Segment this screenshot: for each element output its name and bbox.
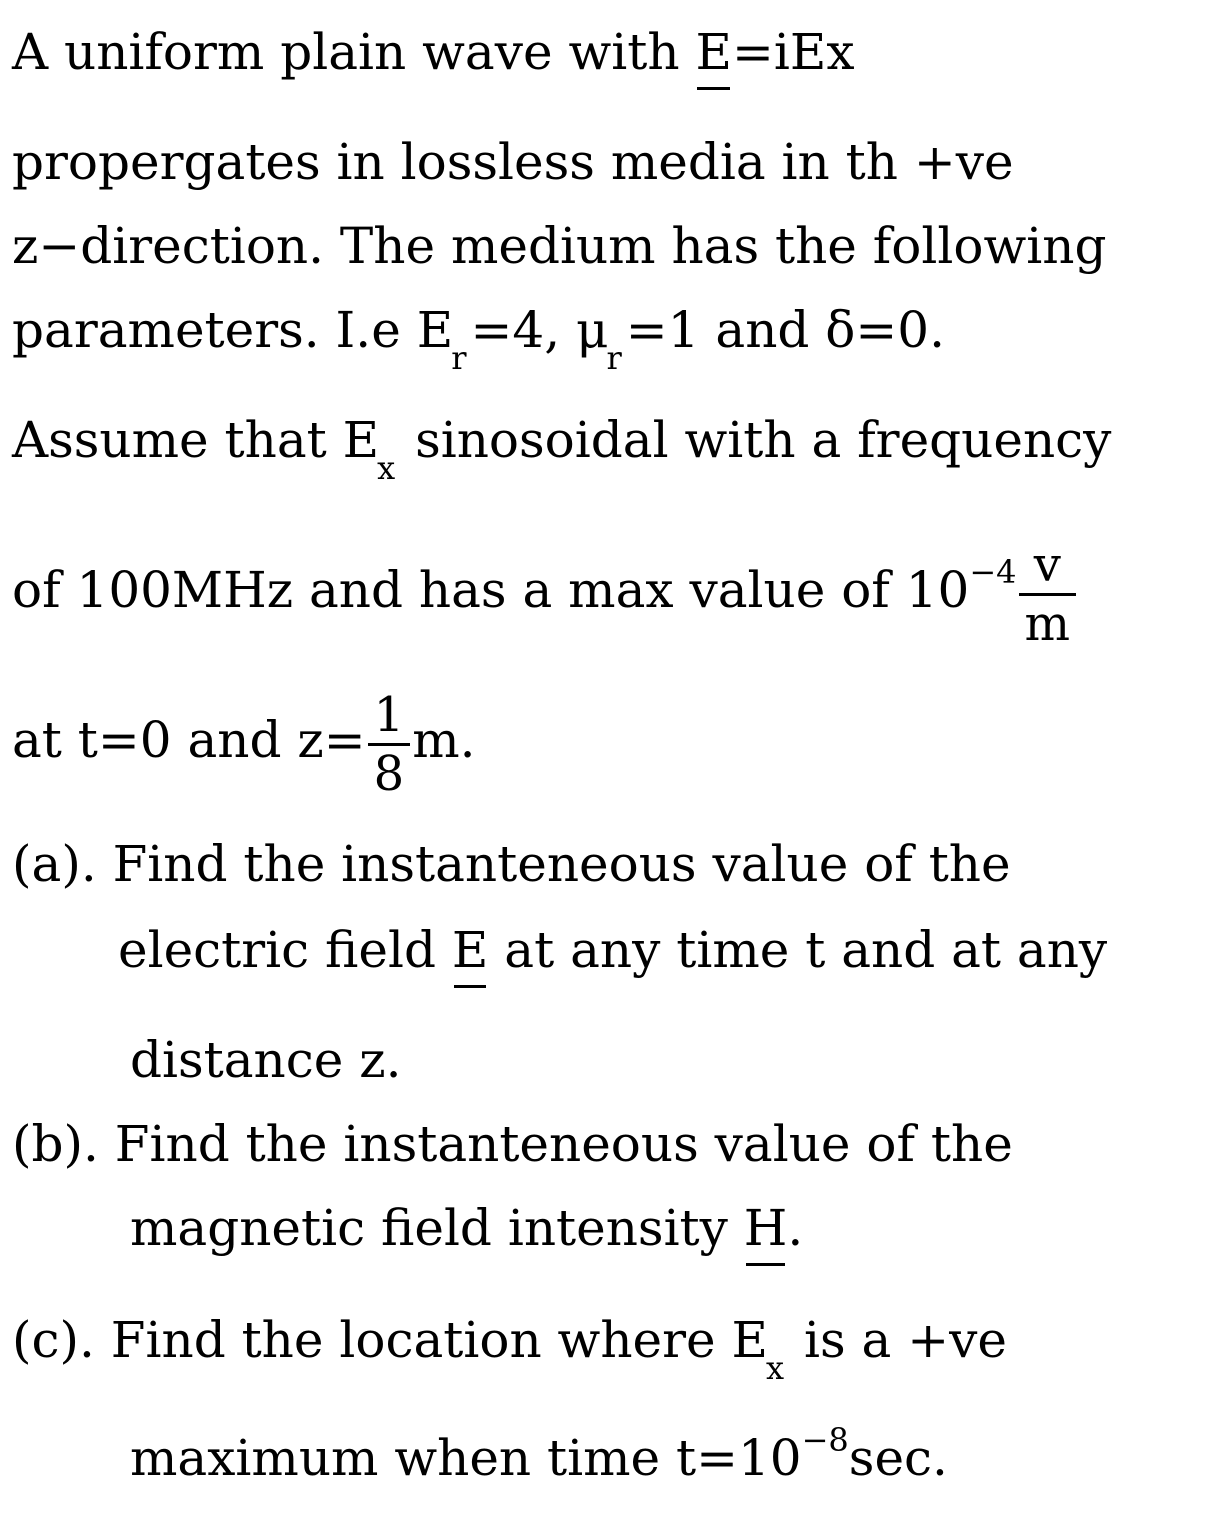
text: m. — [412, 711, 476, 769]
line-intro — [12, 22, 855, 82]
part-b-label: (b). Find the instanteneous value of the — [12, 1115, 1013, 1173]
vector-H: H — [743, 1199, 788, 1257]
text: sec. — [848, 1429, 948, 1487]
text: of 100MHz and has a max value of 10 — [12, 561, 970, 619]
text: is a +ve — [788, 1311, 1007, 1369]
subscript: x — [766, 1349, 785, 1387]
text: A uniform plain wave with — [12, 23, 696, 81]
text: electric field — [118, 921, 452, 979]
part-a-label: (a). Find the instanteneous value of the — [12, 835, 1011, 893]
text: . — [787, 1199, 804, 1257]
subscript: x — [377, 449, 396, 487]
text: maximum when time t=10 — [130, 1429, 802, 1487]
line-initial-condition — [12, 680, 476, 802]
denominator: m — [1024, 595, 1071, 652]
subscript: r — [606, 339, 622, 377]
part-c-label — [12, 1310, 1007, 1387]
vector-E: E — [695, 23, 732, 81]
text: at t=0 and z= — [12, 711, 366, 769]
line-3: z−direction. The medium has the following — [12, 217, 1107, 275]
part-c-line-2 — [130, 1421, 948, 1494]
text: magnetic field intensity — [130, 1199, 744, 1257]
text: at any time t and at any — [488, 921, 1108, 979]
line-assume — [12, 410, 1112, 487]
text: Assume that E — [12, 411, 380, 469]
numerator: 1 — [368, 687, 411, 746]
text: =1 and δ=0. — [625, 301, 945, 359]
superscript: −8 — [801, 1421, 849, 1459]
line-parameters — [12, 300, 945, 377]
text: =iEx — [731, 23, 855, 81]
numerator: v — [1019, 537, 1077, 596]
text: sinosoidal with a frequency — [399, 411, 1112, 469]
denominator: 8 — [373, 745, 405, 802]
text: parameters. I.e E — [12, 301, 454, 359]
fraction-one-eighth — [368, 687, 411, 802]
subscript: r — [451, 339, 467, 377]
superscript: −4 — [969, 553, 1017, 591]
part-a-line-3: distance z. — [130, 1031, 402, 1089]
part-a-line-2 — [118, 920, 1107, 980]
fraction-v-per-m — [1019, 537, 1077, 652]
vector-E: E — [451, 921, 489, 979]
line-2: propergates in lossless media in th +ve — [12, 133, 1014, 191]
text: (c). Find the location where E — [12, 1311, 769, 1369]
part-b-line-2 — [130, 1198, 803, 1258]
text: =4, μ — [470, 301, 609, 359]
line-frequency — [12, 530, 1078, 656]
